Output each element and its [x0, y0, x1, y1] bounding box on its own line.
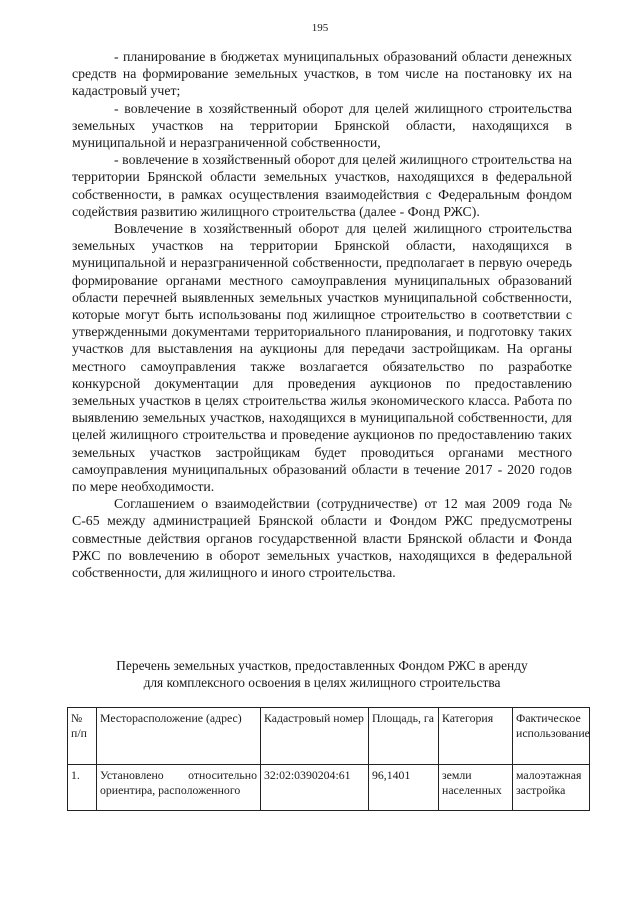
land-plots-table	[67, 707, 590, 811]
paragraph-federal-involvement: - вовлечение в хозяйственный оборот для целей жилищного строительства на территории Брянской области земельных участков, находящихся в федеральной собственности, в рамках осуществления взаимодействия с Федеральным фондом содействия развитию жилищного строительства (далее - Фонд РЖС).	[72, 152, 572, 219]
paragraph-agreement: Соглашением о взаимодействии (сотрудничестве) от 12 мая 2009 года № С-65 между администрацией Брянской области и Фондом РЖС предусмотрены совместные действия органов государственной власти Брянской области и Фонда РЖС по вовлечению в оборот земельных участков, находящихся в федеральной собственности, для жилищного и иного строительства.	[72, 496, 572, 581]
cell-area: 96,1401	[369, 765, 439, 811]
cell-category: земли населенных	[439, 765, 513, 811]
cell-cadastral: 32:02:0390204:61	[261, 765, 369, 811]
table-header-row	[68, 708, 590, 765]
table-row	[68, 765, 590, 811]
header-usage: Фактическое использование	[513, 708, 590, 765]
paragraph-municipal-involvement: - вовлечение в хозяйственный оборот для целей жилищного строительства земельных участков на территории Брянской области, находящихся в муниципальной и неразграниченной собственности,	[72, 100, 572, 151]
table-caption-line-2: для комплексного освоения в целях жилищного строительства	[143, 675, 501, 690]
cell-location: Установлено относительно ориентира, расположенного	[97, 765, 261, 811]
table-caption-line-1: Перечень земельных участков, предоставленных Фондом РЖС в аренду	[116, 658, 528, 673]
paragraph-planning: - планирование в бюджетах муниципальных образований области денежных средств на формирование земельных участков, в том числе на постановку их на кадастровый учет;	[72, 49, 572, 99]
table-caption	[72, 657, 572, 691]
header-num: № п/п	[68, 708, 97, 765]
header-cadastral: Кадастровый номер	[261, 708, 369, 765]
header-area: Площадь, га	[369, 708, 439, 765]
paragraph-municipal-lists: Вовлечение в хозяйственный оборот для целей жилищного строительства земельных участков на территории Брянской области, находящихся в муниципальной и неразграниченной собственности, предполагает в первую очередь формирование органами местного самоуправления муниципальных образований области перечней выявленных земельных участков муниципальной собственности, которые могут быть использованы под жилищное строительство в соответствии с утвержденными документами территориального планирования, и подготовку таких участков для выставления на аукционы для передачи застройщикам. На органы местного самоуправления также возлагается обязательство по разработке конкурсной документации для проведения аукционов по предоставлению земельных участков в целях строительства жилья экономического класса. Работа по выявлению земельных участков, находящихся в муниципальной собственности, для целей жилищного строительства и проведение аукционов по предоставлению таких земельных участков застройщикам будет проводиться органами местного самоуправления муниципальных образований области в течение 2017 - 2020 годов по мере необходимости.	[72, 221, 572, 495]
header-location: Месторасположение (адрес)	[97, 708, 261, 765]
cell-usage: малоэтажная застройка	[513, 765, 590, 811]
header-category: Категория	[439, 708, 513, 765]
body-text	[72, 48, 572, 581]
cell-num: 1.	[68, 765, 97, 811]
page-number: 195	[311, 22, 329, 34]
